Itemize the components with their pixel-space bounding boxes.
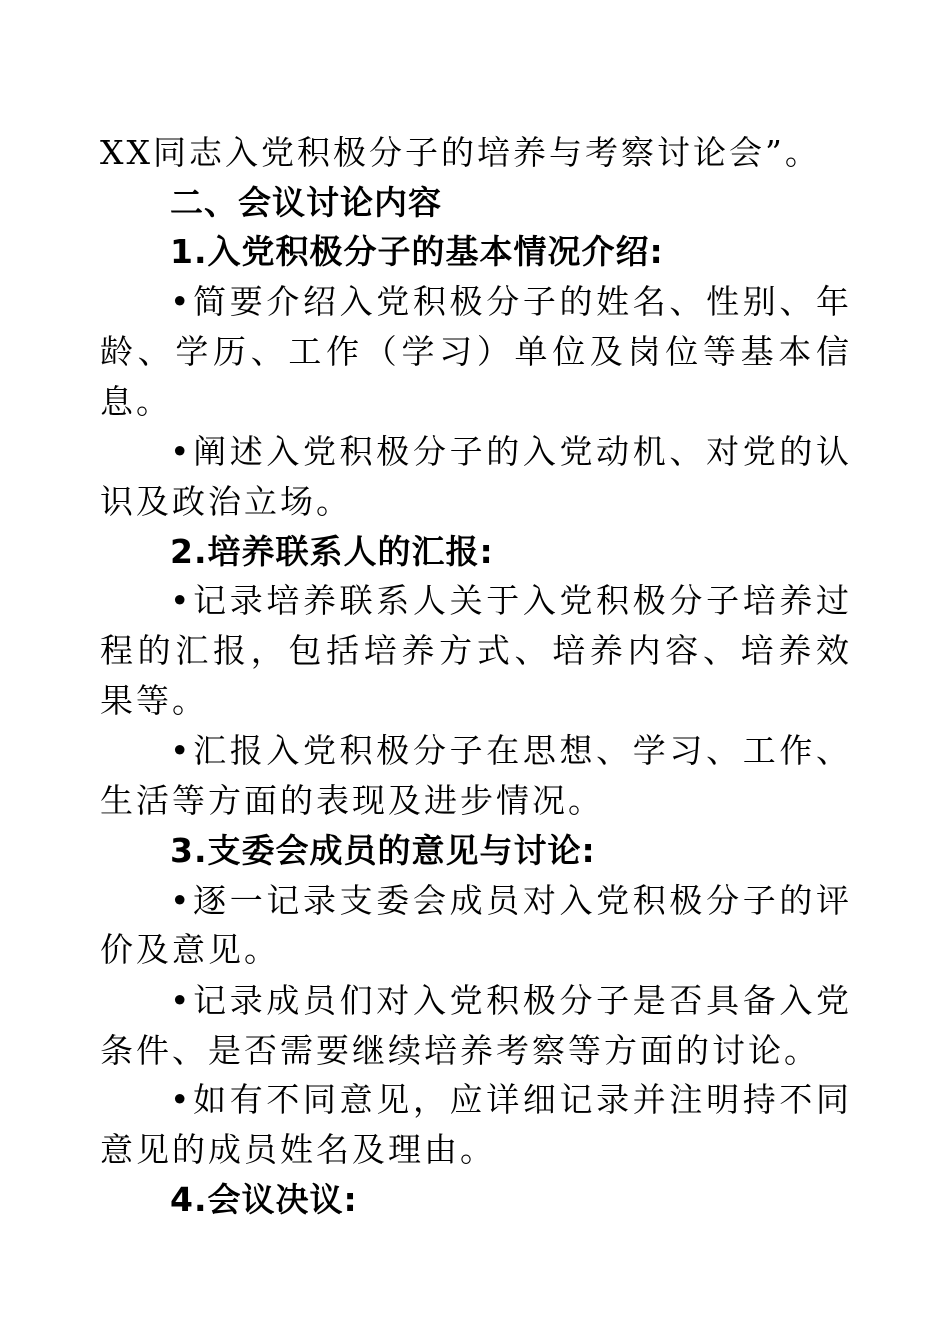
- bullet-2-1: •记录培养联系人关于入党积极分子培养过程的汇报，包括培养方式、培养内容、培养效果等。: [100, 581, 852, 720]
- bullet-3-3: •如有不同意见，应详细记录并注明持不同意见的成员姓名及理由。: [100, 1080, 852, 1170]
- document-page: [100, 128, 852, 1224]
- item-heading-1: 1.入党积极分子的基本情况介绍:: [170, 232, 664, 272]
- bullet-1-2: •阐述入党积极分子的入党动机、对党的认识及政治立场。: [100, 432, 852, 521]
- item-heading-3: 3.支委会成员的意见与讨论:: [170, 830, 596, 870]
- continuation-line: XX同志入党积极分子的培养与考察讨论会”。: [100, 133, 821, 172]
- item-heading-2: 2.培养联系人的汇报:: [170, 531, 494, 571]
- bullet-1-1: •简要介绍入党积极分子的姓名、性别、年龄、学历、工作（学习）单位及岗位等基本信息。: [100, 282, 852, 421]
- item-heading-4: 4.会议决议:: [170, 1179, 358, 1219]
- section-title: 二、会议讨论内容: [170, 182, 442, 222]
- bullet-3-1: •逐一记录支委会成员对入党积极分子的评价及意见。: [100, 880, 852, 970]
- bullet-2-2: •汇报入党积极分子在思想、学习、工作、生活等方面的表现及进步情况。: [100, 731, 852, 821]
- bullet-3-2: •记录成员们对入党积极分子是否具备入党条件、是否需要继续培养考察等方面的讨论。: [100, 980, 852, 1070]
